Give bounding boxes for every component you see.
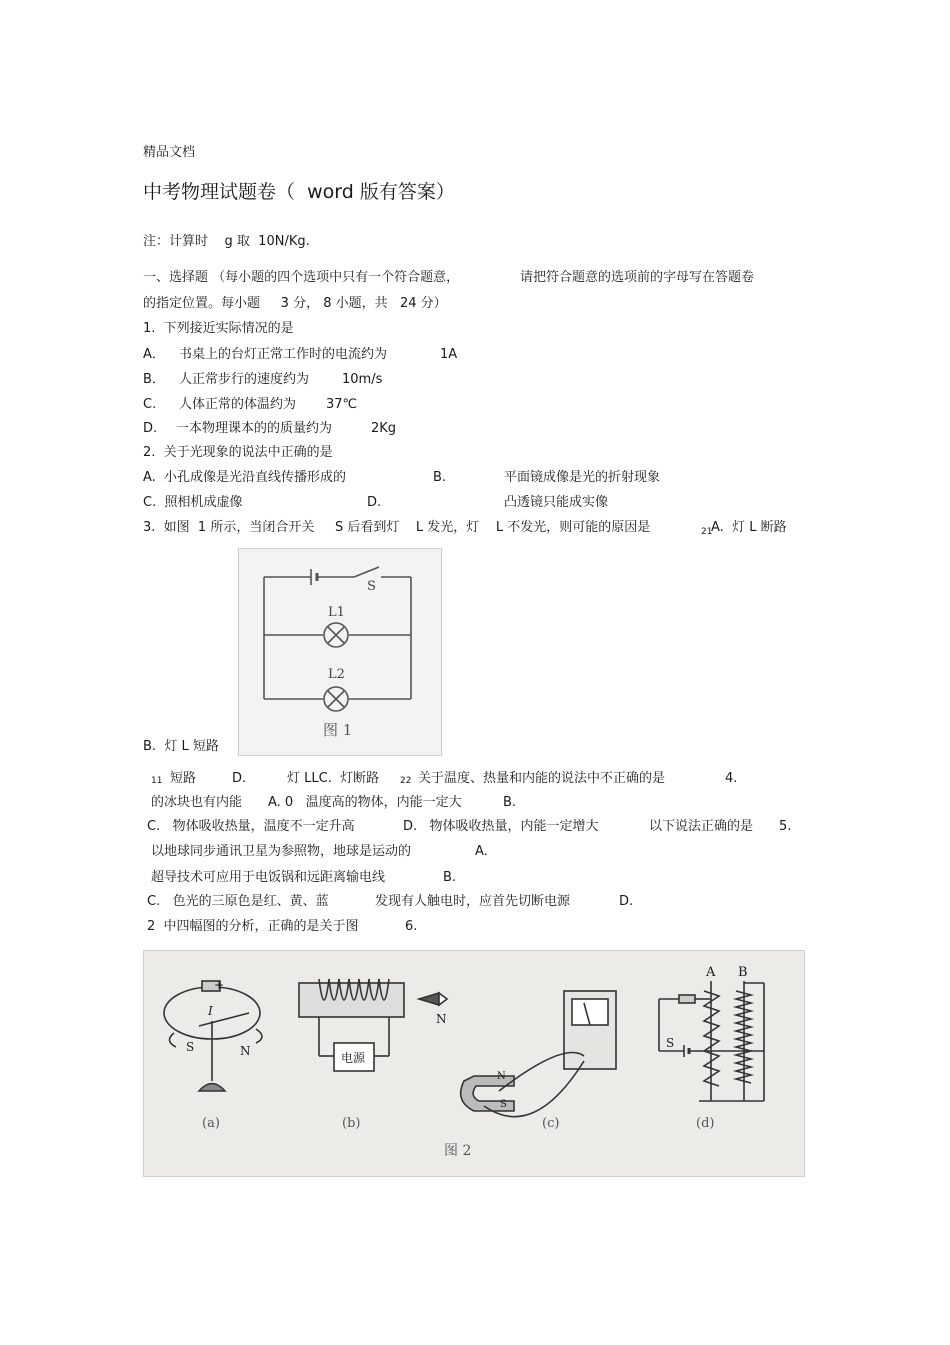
line2-text-c: B. — [503, 795, 517, 810]
line1-text-b: D. — [232, 771, 247, 786]
line6-text-c: D. — [619, 894, 634, 909]
figure-2-caption: 图 2 — [444, 1143, 472, 1159]
question-3-stem: 3. 如图 1 所示，当闭合开关 S 后看到灯 L 发光，灯 L 不发光，则可能的原因是 — [143, 520, 651, 535]
q1-option-c-label: C. — [143, 397, 157, 412]
line4-text-a: 以地球同步通讯卫星为参照物，地球是运动的 — [151, 844, 412, 859]
q1-option-a-text: 书桌上的台灯正常工作时的电流约为 — [179, 347, 388, 362]
line1-text-e: 4. — [725, 771, 738, 786]
line1-superscript: 11 — [151, 776, 163, 786]
q3-tail-superscript: 21 — [701, 527, 713, 537]
q1-option-c-text: 人体正常的体温约为 — [179, 397, 297, 412]
section-heading-cont: 请把符合题意的选项前的字母写在答题卷 — [520, 270, 755, 285]
magnet-n-label: N — [497, 1071, 506, 1082]
line3-text-a: C. 物体吸收热量，温度不一定升高 — [147, 819, 355, 834]
line2-text-b: A. 0 温度高的物体，内能一定大 — [268, 795, 462, 810]
switch-label: S — [367, 579, 376, 594]
q2-option-d-label: D. — [367, 495, 382, 510]
caption-b: (b) — [342, 1116, 361, 1131]
magnet-s-label: S — [500, 1099, 507, 1110]
q2-option-b-text: 平面镜成像是光的折射现象 — [504, 470, 661, 485]
figure-1 — [238, 548, 442, 756]
line1-text-c: 灯 LLC. 灯断路 — [287, 771, 380, 786]
q3-option-b: B. 灯 L 短路 — [143, 739, 219, 754]
q2-option-c: C. 照相机成虚像 — [143, 495, 243, 510]
line3-text-b: D. 物体吸收热量，内能一定增大 — [403, 819, 599, 834]
line2-text-a: 的冰块也有内能 — [151, 795, 243, 810]
caption-d: (d) — [696, 1116, 715, 1131]
line1-superscript-2: 22 — [400, 776, 412, 786]
line1-text-d: 关于温度、热量和内能的说法中不正确的是 — [418, 771, 666, 786]
caption-c: (c) — [542, 1116, 560, 1131]
nail-b-label: B — [738, 965, 748, 980]
current-label: I — [208, 1004, 213, 1018]
q1-option-a-value: 1A — [440, 347, 458, 362]
caption-a: (a) — [202, 1116, 220, 1131]
q1-option-b-label: B． — [143, 372, 165, 387]
line6-text-b: 发现有人触电时，应首先切断电源 — [375, 894, 571, 909]
line6-text-a: C. 色光的三原色是红、黄、蓝 — [147, 894, 329, 909]
note: 注：计算时 g 取 10N/Kg. — [143, 234, 310, 249]
lamp-2-label: L2 — [328, 667, 345, 682]
power-source-label: 电源 — [341, 1051, 366, 1065]
lamp-1-label: L1 — [328, 605, 345, 620]
plus-label: + — [214, 978, 225, 992]
section-heading: 一、选择题 （每小题的四个选项中只有一个符合题意， — [143, 270, 460, 285]
nail-a-label: A — [706, 965, 716, 980]
figure-2 — [143, 950, 805, 1177]
q1-option-d-value: 2Kg — [371, 421, 397, 436]
q1-option-b-text: 人正常步行的速度约为 — [179, 372, 310, 387]
q1-option-d-text: 一本物理课本的的质量约为 — [176, 421, 333, 436]
q1-option-a-label: A． — [143, 347, 165, 362]
q1-option-c-value: 37℃ — [326, 397, 358, 412]
figure-1-caption: 图 1 — [323, 721, 353, 739]
compass-n-label: N — [240, 1044, 251, 1058]
needle-n-label: N — [436, 1012, 447, 1026]
q2-option-d-text: 凸透镜只能成实像 — [504, 495, 609, 510]
page-title: 中考物理试题卷（ word 版有答案） — [143, 181, 455, 203]
line7-text-a: 2 中四幅图的分析，正确的是关于图 — [147, 919, 359, 934]
switch-s-label: S — [666, 1036, 675, 1050]
q3-option-a: A. 灯 L 断路 — [711, 520, 787, 535]
question-1-stem: 1. 下列接近实际情况的是 — [143, 321, 294, 336]
line7-text-b: 6. — [405, 919, 418, 934]
question-2-stem: 2. 关于光现象的说法中正确的是 — [143, 445, 333, 460]
q2-option-a: A. 小孔成像是光沿直线传播形成的 — [143, 470, 347, 485]
q1-option-b-value: 10m/s — [342, 372, 383, 387]
line1-text-a: 短路 — [170, 771, 197, 786]
line3-text-d: 5. — [779, 819, 792, 834]
q2-option-b-label: B. — [433, 470, 447, 485]
section-heading-line2: 的指定位置。每小题 3 分， 8 小题，共 24 分） — [143, 296, 447, 311]
line5-text-a: 超导技术可应用于电饭锅和远距离输电线 — [151, 870, 386, 885]
figure-2-drawings — [144, 951, 804, 1176]
line4-text-b: A. — [475, 844, 488, 859]
line5-text-b: B. — [443, 870, 457, 885]
q1-option-d-label: D. — [143, 421, 158, 436]
compass-s-label: S — [186, 1040, 195, 1054]
line3-text-c: 以下说法正确的是 — [649, 819, 754, 834]
document-header: 精品文档 — [143, 145, 196, 160]
